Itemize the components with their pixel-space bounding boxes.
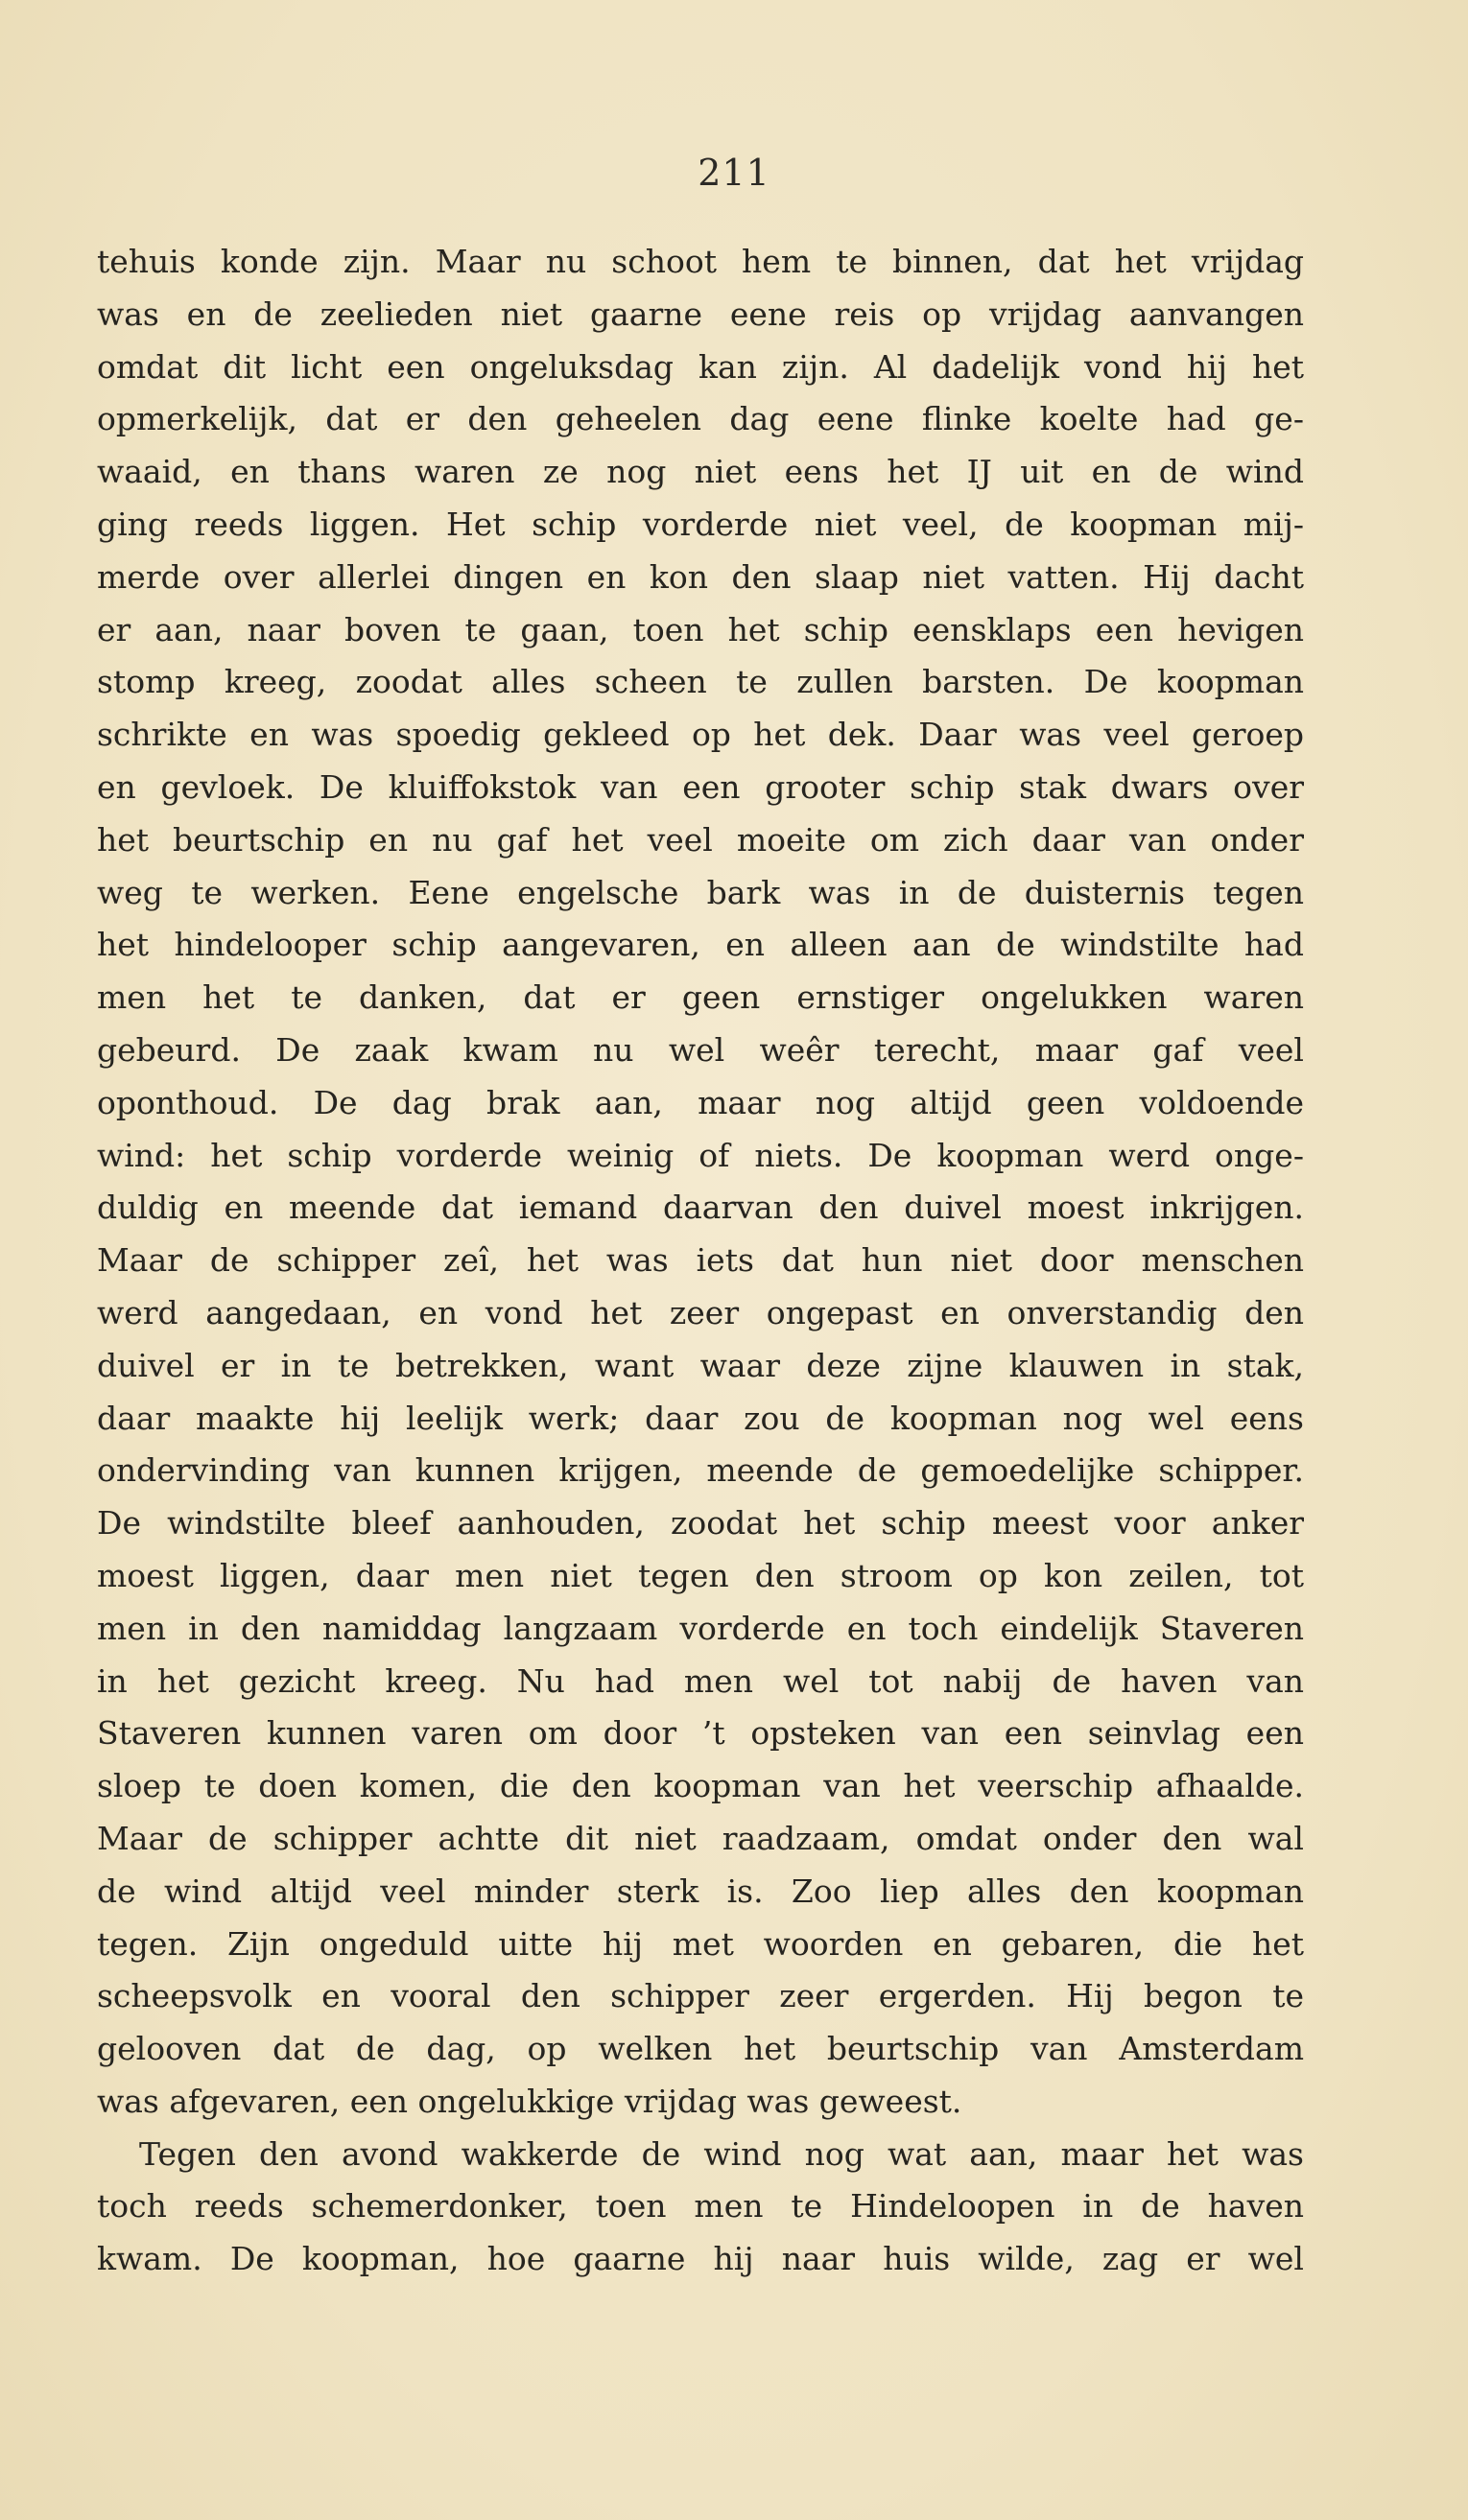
text-line: moest liggen, daar men niet tegen den stroom op kon zeilen, tot [97, 1556, 1304, 1594]
text-line: was en de zeelieden niet gaarne eene reis op vrijdag aanvangen [97, 294, 1304, 333]
text-line: weg te werken. Eene engelsche bark was in de duisternis tegen [97, 873, 1304, 911]
text-line-paragraph-end: was afgevaren, een ongelukkige vrijdag was geweest. [97, 2082, 962, 2120]
body-text [97, 236, 1304, 2286]
text-line: gelooven dat de dag, op welken het beurtschip van Amsterdam [97, 2030, 1304, 2068]
text-line: sloep te doen komen, die den koopman van het veerschip afhaalde. [97, 1767, 1304, 1805]
text-line: waaid, en thans waren ze nog niet eens het IJ uit en de wind [97, 453, 1304, 491]
text-line: gebeurd. De zaak kwam nu wel weêr terecht, maar gaf veel [97, 1030, 1304, 1069]
text-line: kwam. De koopman, hoe gaarne hij naar huis wilde, zag er wel [97, 2240, 1304, 2278]
text-line: de wind altijd veel minder sterk is. Zoo liep alles den koopman [97, 1872, 1304, 1910]
text-line: men het te danken, dat er geen ernstiger ongelukken waren [97, 978, 1304, 1017]
text-line: werd aangedaan, en vond het zeer ongepast en onverstandig den [97, 1293, 1304, 1331]
text-line: toch reeds schemerdonker, toen men te Hindeloopen in de haven [97, 2187, 1304, 2226]
text-line: oponthoud. De dag brak aan, maar nog altijd geen voldoende [97, 1083, 1304, 1121]
text-line: men in den namiddag langzaam vorderde en toch eindelijk Staveren [97, 1609, 1304, 1647]
text-line: omdat dit licht een ongeluksdag kan zijn. Al dadelijk vond hij het [97, 347, 1304, 386]
text-line: Maar de schipper zeî, het was iets dat hun niet door menschen [97, 1241, 1304, 1280]
text-line: daar maakte hij leelijk werk; daar zou de koopman nog wel eens [97, 1399, 1304, 1437]
text-line: tehuis konde zijn. Maar nu schoot hem te binnen, dat het vrijdag [97, 243, 1304, 280]
text-line: er aan, naar boven te gaan, toen het schip eensklaps een hevigen [97, 610, 1304, 648]
text-line: Staveren kunnen varen om door ’t opsteken van een seinvlag een [97, 1714, 1304, 1753]
text-line: merde over allerlei dingen en kon den slaap niet vatten. Hij dacht [97, 557, 1304, 596]
text-line: schrikte en was spoedig gekleed op het dek. Daar was veel geroep [97, 716, 1304, 754]
text-line: stomp kreeg, zoodat alles scheen te zullen barsten. De koopman [97, 663, 1304, 701]
text-line: De windstilte bleef aanhouden, zoodat het schip meest voor anker [97, 1504, 1304, 1543]
text-line: wind: het schip vorderde weinig of niets. De koopman werd onge- [97, 1136, 1304, 1174]
text-line: in het gezicht kreeg. Nu had men wel tot nabij de haven van [97, 1661, 1304, 1700]
text-line: het beurtschip en nu gaf het veel moeite om zich daar van onder [97, 820, 1304, 859]
text-line: duivel er in te betrekken, want waar deze zijne klauwen in stak, [97, 1346, 1304, 1384]
text-line: het hindelooper schip aangevaren, en alleen aan de windstilte had [97, 926, 1304, 964]
text-line: scheepsvolk en vooral den schipper zeer ergerden. Hij begon te [97, 1977, 1304, 2015]
text-line-paragraph-start: Tegen den avond wakkerde de wind nog wat aan, maar het was [139, 2134, 1304, 2173]
text-line: ondervinding van kunnen krijgen, meende de gemoedelijke schipper. [97, 1451, 1304, 1490]
text-line: en gevloek. De kluiffokstok van een grooter schip stak dwars over [97, 767, 1304, 806]
text-line: Maar de schipper achtte dit niet raadzaam, omdat onder den wal [97, 1819, 1304, 1857]
text-line: tegen. Zijn ongeduld uitte hij met woorden en gebaren, die het [97, 1924, 1304, 1963]
text-line: duldig en meende dat iemand daarvan den duivel moest inkrijgen. [97, 1189, 1304, 1227]
text-line: opmerkelijk, dat er den geheelen dag eene flinke koelte had ge- [97, 400, 1304, 438]
text-line: ging reeds liggen. Het schip vorderde niet veel, de koopman mij- [97, 505, 1304, 543]
page-number: 211 [698, 152, 770, 194]
